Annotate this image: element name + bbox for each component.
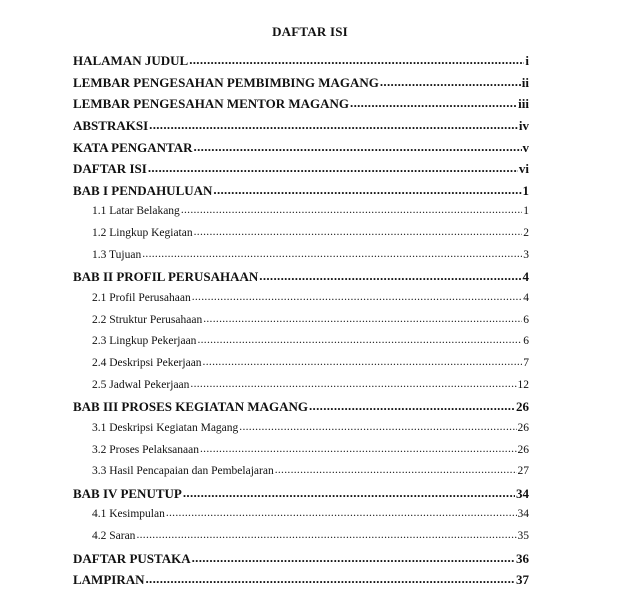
dot-leader [350, 92, 517, 114]
toc-chapter-entry [73, 548, 529, 570]
toc-entry-page-number: 36 [516, 550, 529, 566]
toc-section-entry [73, 245, 529, 267]
toc-entry-label: 1.3 Tujuan [92, 248, 142, 261]
toc-entry-page-number: 2 [523, 227, 529, 240]
toc-entry-page-number: 37 [516, 572, 529, 588]
toc-entry-label: 4.2 Saran [92, 530, 136, 543]
toc-entry-page-number: iii [518, 96, 529, 112]
toc-entry-page-number: 26 [517, 443, 529, 456]
toc-entry-page-number: 34 [517, 508, 529, 521]
toc-entry-label: 2.4 Deskripsi Pekerjaan [92, 356, 202, 369]
toc-entry-label: LEMBAR PENGESAHAN MENTOR MAGANG [73, 96, 350, 112]
toc-entry-page-number: 1 [523, 205, 529, 218]
toc-chapter-entry [73, 137, 529, 159]
toc-section-entry [73, 331, 529, 353]
toc-entry-label: 4.1 Kesimpulan [92, 508, 165, 521]
toc-entry-page-number: vi [518, 161, 529, 177]
toc-entry-page-number: 35 [517, 530, 529, 543]
toc-entry-label: 3.3 Hasil Pencapaian dan Pembelajaran [92, 465, 274, 478]
toc-entry-label: HALAMAN JUDUL [73, 53, 189, 68]
toc-entry-label: DAFTAR PUSTAKA [73, 550, 191, 566]
toc-entry-label: KATA PENGANTAR [73, 139, 193, 155]
toc-entry-label: LEMBAR PENGESAHAN PEMBIMBING MAGANG [73, 74, 379, 90]
toc-chapter-entry [73, 115, 529, 137]
toc-entry-label: 1.2 Lingkup Kegiatan [92, 227, 193, 240]
toc-entry-page-number: 26 [516, 399, 529, 415]
toc-entry-page-number: i [525, 53, 529, 68]
toc-entry-page-number: 4 [523, 292, 529, 305]
toc-section-entry [73, 418, 529, 440]
toc-section-entry [73, 288, 529, 310]
toc-entry-label: DAFTAR ISI [73, 161, 147, 177]
dot-leader [380, 71, 521, 93]
dot-leader [190, 374, 516, 396]
toc-entry-page-number: iv [518, 117, 529, 133]
toc-section-entry [73, 353, 529, 375]
toc-entry-label: 2.3 Lingkup Pekerjaan [92, 335, 197, 348]
dot-leader [197, 330, 522, 352]
toc-chapter-entry [73, 569, 529, 591]
toc-section-entry [73, 504, 529, 526]
toc-entry-label: 2.2 Struktur Perusahaan [92, 313, 203, 326]
dot-leader [149, 114, 518, 136]
toc-entry-page-number: 1 [522, 182, 529, 198]
toc-entry-label: BAB III PROSES KEGIATAN MAGANG [73, 399, 308, 415]
toc-entry-page-number: v [522, 139, 529, 155]
dot-leader [136, 525, 516, 547]
toc-entry-label: 2.1 Profil Perusahaan [92, 292, 191, 305]
dot-leader [192, 547, 515, 569]
toc-chapter-entry [73, 483, 529, 505]
toc-entry-label: LAMPIRAN [73, 572, 145, 588]
toc-section-entry [73, 223, 529, 245]
toc-entry-label: 3.1 Deskripsi Kegiatan Magang [92, 421, 239, 434]
toc-entry-page-number: 6 [523, 335, 529, 348]
toc-entry-label: BAB II PROFIL PERUSAHAAN [73, 269, 259, 285]
toc-entry-page-number: 12 [517, 378, 529, 391]
toc-entry-page-number: 34 [516, 485, 529, 501]
toc-entry-page-number: 7 [523, 356, 529, 369]
dot-leader [192, 287, 523, 309]
toc-section-entry [73, 375, 529, 397]
table-of-contents [73, 50, 529, 591]
dot-leader [146, 568, 516, 590]
toc-chapter-entry [73, 93, 529, 115]
toc-entry-page-number: 4 [522, 269, 529, 285]
toc-entry-page-number: 26 [517, 421, 529, 434]
dot-leader [194, 222, 523, 244]
dot-leader [166, 503, 517, 525]
dot-leader [203, 309, 522, 331]
dot-leader [148, 157, 518, 179]
toc-entry-page-number: 3 [523, 248, 529, 261]
toc-entry-label: BAB I PENDAHULUAN [73, 182, 213, 198]
toc-entry-label: BAB IV PENUTUP [73, 485, 182, 501]
dot-leader [194, 136, 522, 158]
toc-section-entry [73, 526, 529, 548]
dot-leader [200, 439, 517, 461]
dot-leader [239, 417, 516, 439]
toc-section-entry [73, 310, 529, 332]
dot-leader [203, 352, 523, 374]
page-title: DAFTAR ISI [272, 24, 348, 39]
dot-leader [142, 244, 522, 266]
toc-section-entry [73, 440, 529, 462]
toc-entry-label: 3.2 Proses Pelaksanaan [92, 443, 199, 456]
toc-entry-page-number: 27 [517, 465, 529, 478]
dot-leader [189, 49, 524, 71]
toc-entry-label: ABSTRAKSI [73, 117, 149, 133]
toc-chapter-entry [73, 50, 529, 72]
dot-leader [183, 482, 515, 504]
toc-section-entry [73, 461, 529, 483]
toc-chapter-entry [73, 158, 529, 180]
toc-chapter-entry [73, 266, 529, 288]
toc-chapter-entry [73, 180, 529, 202]
toc-chapter-entry [73, 72, 529, 94]
toc-chapter-entry [73, 396, 529, 418]
dot-leader [275, 460, 517, 482]
toc-entry-label: 1.1 Latar Belakang [92, 205, 180, 218]
dot-leader [213, 179, 521, 201]
toc-entry-page-number: ii [521, 74, 529, 90]
dot-leader [309, 395, 515, 417]
dot-leader [259, 265, 521, 287]
toc-section-entry [73, 201, 529, 223]
toc-entry-page-number: 6 [523, 313, 529, 326]
toc-entry-label: 2.5 Jadwal Pekerjaan [92, 378, 190, 391]
dot-leader [181, 200, 522, 222]
